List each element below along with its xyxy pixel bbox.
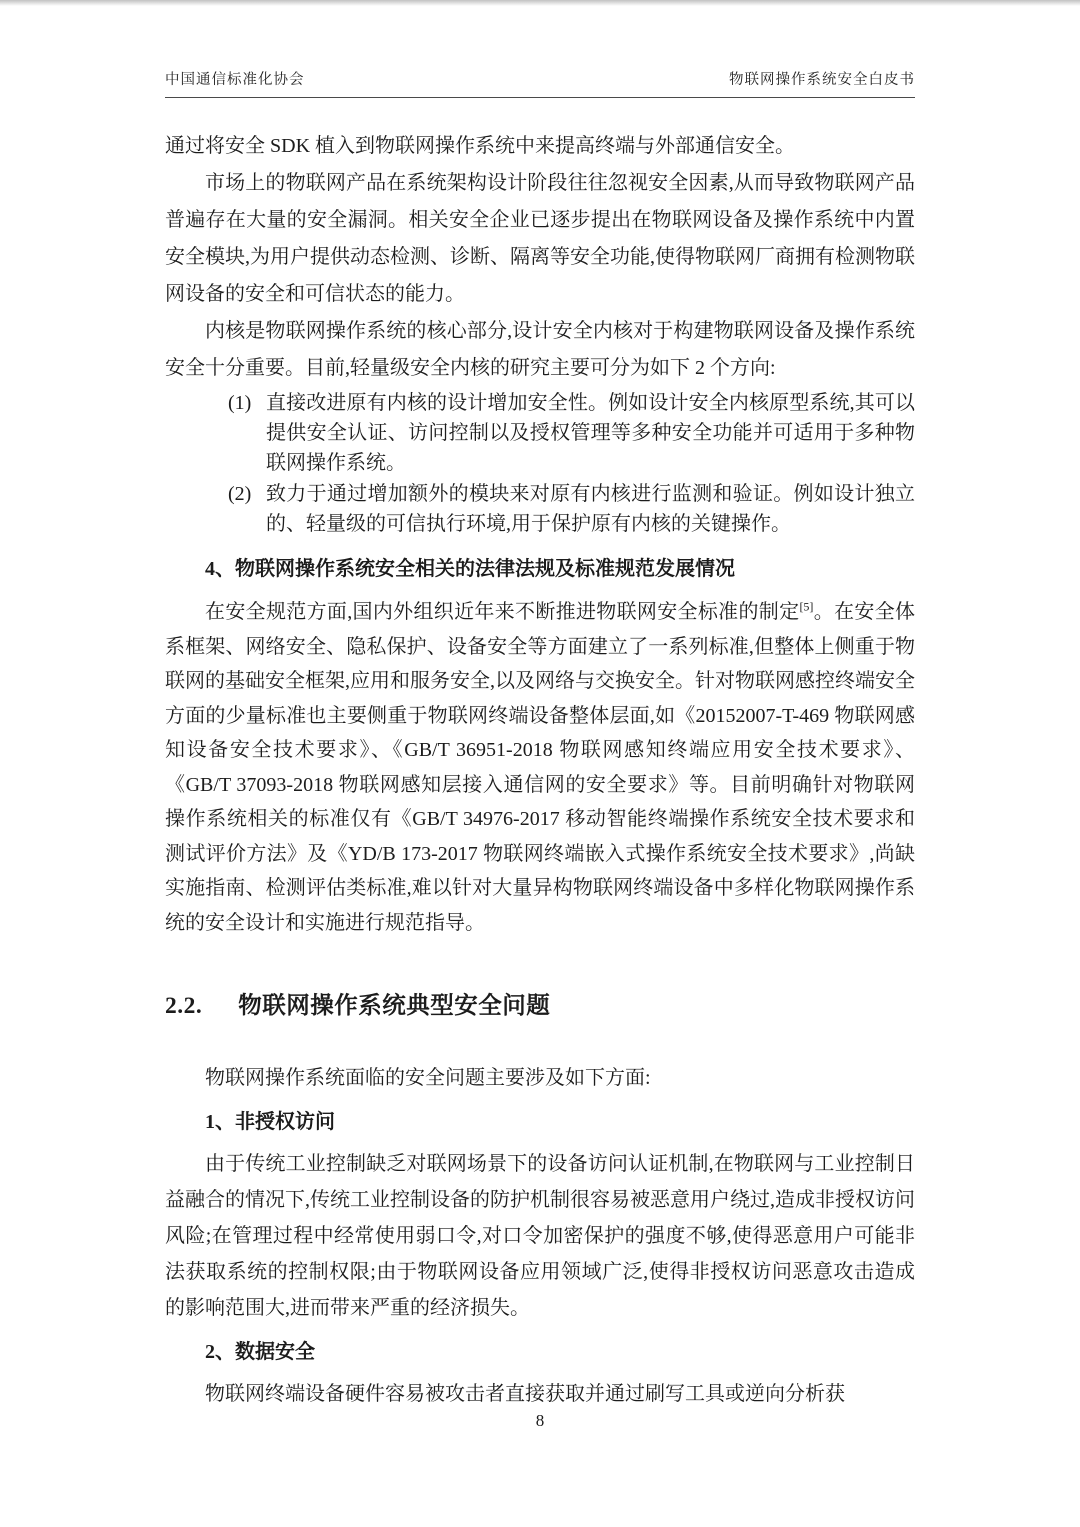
page-header <box>165 68 915 98</box>
heading-data-security: 2、数据安全 <box>205 1341 315 1363</box>
paragraph-data-security: 物联网终端设备硬件容易被攻击者直接获取并通过刷写工具或逆向分析获 <box>205 1383 845 1405</box>
kernel-directions-list <box>165 388 915 539</box>
page-footer <box>0 1411 1080 1431</box>
header-document-title: 物联网操作系统安全白皮书 <box>729 72 915 88</box>
footnote-ref-5: [5] <box>799 599 814 614</box>
list-item-2 <box>228 479 915 539</box>
page-number: 8 <box>535 1411 545 1430</box>
paragraph-law-standards <box>165 595 915 940</box>
section-number: 2.2. <box>165 993 203 1019</box>
paragraph-sdk-continuation: 通过将安全 SDK 植入到物联网操作系统中来提高终端与外部通信安全。 <box>165 135 796 157</box>
list-item-2-text: 致力于通过增加额外的模块来对原有内核进行监测和验证。例如设计独立的、轻量级的可信执行环境,用于保护原有内核的关键操作。 <box>266 483 915 535</box>
paragraph-law-text-1: 在安全规范方面,国内外组织近年来不断推进物联网安全标准的制定 <box>205 601 800 623</box>
paragraph-issues-intro: 物联网操作系统面临的安全问题主要涉及如下方面: <box>205 1067 651 1089</box>
paragraph-unauthorized-access: 由于传统工业控制缺乏对联网场景下的设备访问认证机制,在物联网与工业控制日益融合的情况下,传统工业控制设备的防护机制很容易被恶意用户绕过,造成非授权访问风险;在管理过程中经常使用弱口令,对口令加密保护的强度不够,使得恶意用户可能非法获取系统的控制权限;由于物联网设备应用领域广泛,使得非授权访问恶意攻击造成的影响范围大,进而带来严重的经济损失。 <box>165 1153 915 1319</box>
list-item-1-text: 直接改进原有内核的设计增加安全性。例如设计安全内核原型系统,其可以提供安全认证、访问控制以及授权管理等多种安全功能并可适用于多种物联网操作系统。 <box>266 392 915 474</box>
list-item-1 <box>228 388 915 478</box>
header-organization: 中国通信标准化协会 <box>165 72 305 88</box>
scan-edge-shadow <box>0 0 1080 6</box>
paragraph-market-products: 市场上的物联网产品在系统架构设计阶段往往忽视安全因素,从而导致物联网产品普遍存在大量的安全漏洞。相关安全企业已逐步提出在物联网设备及操作系统中内置安全模块,为用户提供动态检测、诊断、隔离等安全功能,使得物联网厂商拥有检测物联网设备的安全和可信状态的能力。 <box>165 172 915 305</box>
heading-law-standards: 4、物联网操作系统安全相关的法律法规及标准规范发展情况 <box>205 558 735 580</box>
paragraph-law-text-2: 。在安全体系框架、网络安全、隐私保护、设备安全等方面建立了一系列标准,但整体上侧重于物联网的基础安全框架,应用和服务安全,以及网络与交换安全。针对物联网感控终端安全方面的少量标准也主要侧重于物联网终端设备整体层面,如《20152007-T-469 物联网感知设备安全技术要求》、《GB/T 36951-2018 物联网感知终端应用安全技术要求》、《GB/T 37093-2018 物联网感知层接入通信网的安全要求》等。目前明确针对物联网操作系统相关的标准仅有《GB/T 34976-2017 移动智能终端操作系统安全技术要求和测试评价方法》及《YD/B 173-2017 物联网终端嵌入式操作系统安全技术要求》,尚缺实施指南、检测评估类标准,难以针对大量异构物联网终端设备中多样化物联网操作系统的安全设计和实施进行规范指导。 <box>165 601 916 934</box>
section-title: 物联网操作系统典型安全问题 <box>238 993 551 1019</box>
list-item-1-marker: (1) <box>228 392 252 414</box>
heading-unauthorized-access: 1、非授权访问 <box>205 1111 335 1133</box>
page-content <box>165 128 915 1412</box>
paragraph-kernel-intro: 内核是物联网操作系统的核心部分,设计安全内核对于构建物联网设备及操作系统安全十分重要。目前,轻量级安全内核的研究主要可分为如下 2 个方向: <box>165 320 915 379</box>
section-heading-2-2 <box>165 986 915 1020</box>
list-item-2-marker: (2) <box>228 483 252 505</box>
